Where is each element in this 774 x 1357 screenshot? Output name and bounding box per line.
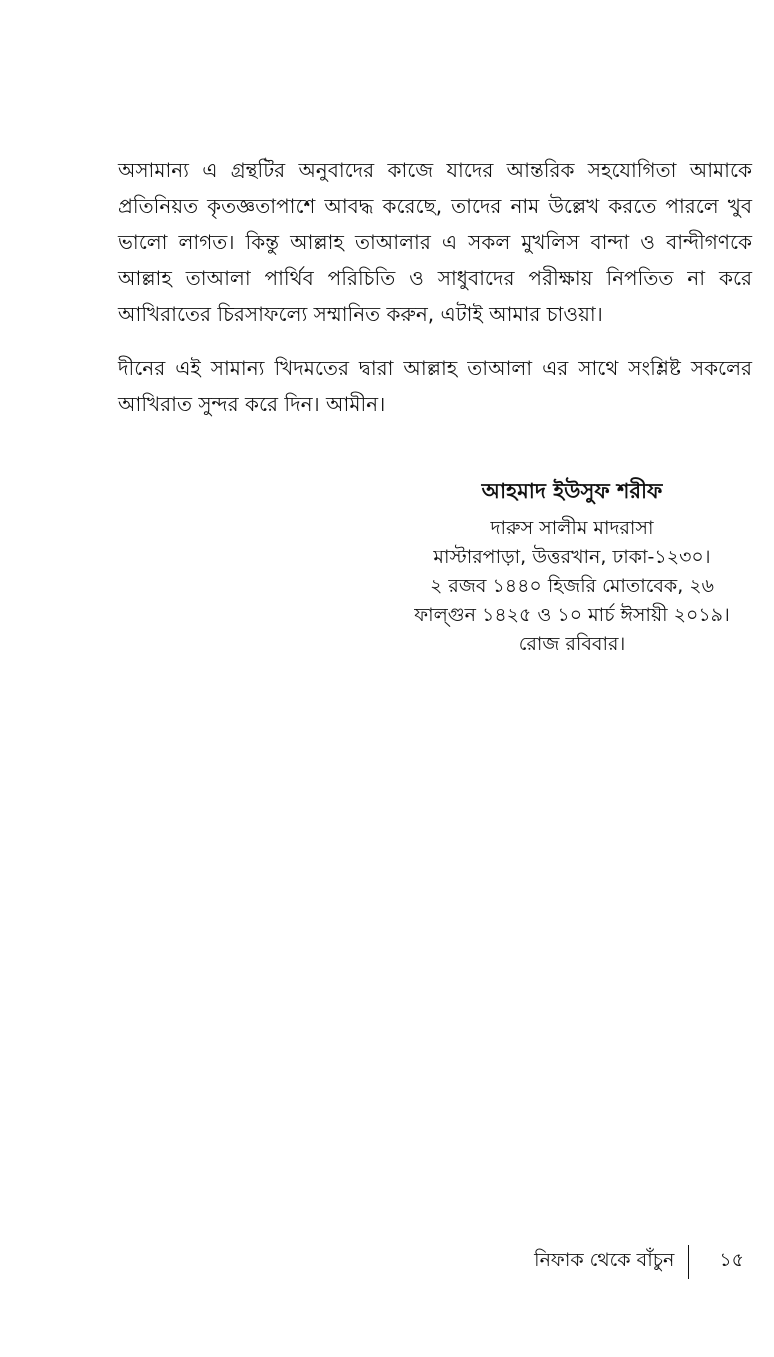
paragraph-prayer: দীনের এই সামান্য খিদমতের দ্বারা আল্লাহ তাআলা এর সাথে সংশ্লিষ্ট সকলের আখিরাত সুন্দর করে দিন। আমীন। xyxy=(118,356,752,416)
author-name: আহমাদ ইউসুফ শরীফ xyxy=(481,479,663,503)
paragraph-acknowledgement: অসামান্য এ গ্রন্থটির অনুবাদের কাজে যাদের আন্তরিক সহযোগিতা আমাকে প্রতিনিয়ত কৃতজ্ঞতাপাশে আবদ্ধ করেছে, তাদের নাম উল্লেখ করতে পারলে খুব ভালো লাগত। কিন্তু আল্লাহ তাআলার এ সকল মুখলিস বান্দা ও বান্দীগণকে আল্লাহ তাআলা পার্থিব পরিচিতি ও সাধুবাদের পরীক্ষায় নিপতিত না করে আখিরাতের চিরসাফল্যে সম্মানিত করুন, এটাই আমার চাওয়া। xyxy=(118,158,752,326)
signature-block xyxy=(392,474,752,659)
running-title: নিফাক থেকে বাঁচুন xyxy=(534,1249,675,1271)
page-footer xyxy=(534,1244,744,1280)
body-text xyxy=(118,152,752,440)
date-line-gregorian: ফাল্গুন ১৪২৫ ও ১০ মার্চ ঈসায়ী ২০১৯। xyxy=(414,604,730,626)
address-line: মাস্টারপাড়া, উত্তরখান, ঢাকা-১২৩০। xyxy=(433,546,711,568)
page-number: ১৫ xyxy=(719,1249,744,1271)
date-line-hijri: ২ রজব ১৪৪০ হিজরি মোতাবেক, ২৬ xyxy=(429,575,714,597)
day-line: রোজ রবিবার। xyxy=(518,633,626,655)
institution-line: দারুস সালীম মাদরাসা xyxy=(490,517,654,539)
